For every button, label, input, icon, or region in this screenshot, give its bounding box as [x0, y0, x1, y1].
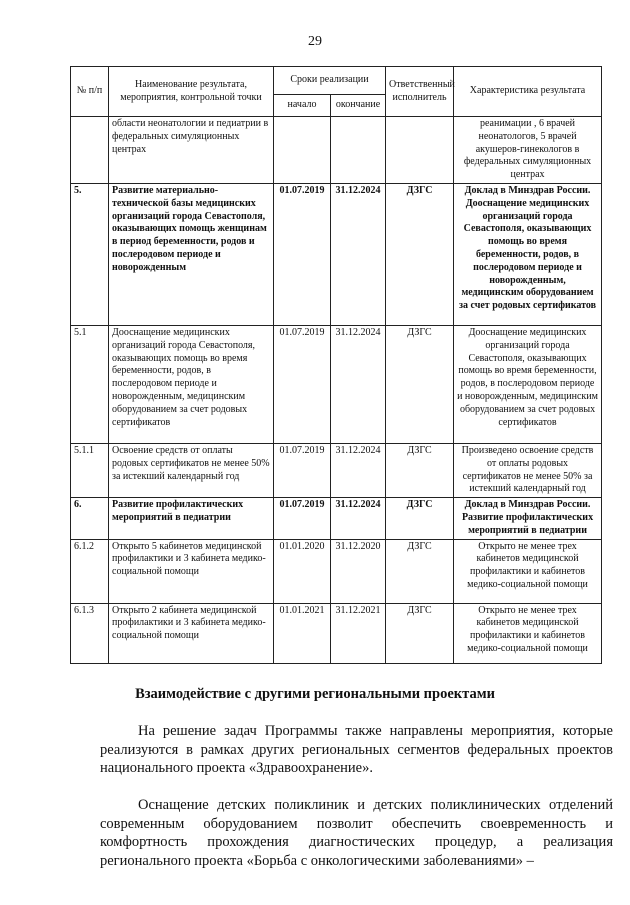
row-result: Открыто не менее трех кабинетов медицинской профилактики и кабинетов медико-социальной помощи — [454, 539, 602, 603]
row-num: 6. — [71, 498, 109, 539]
row-responsible: ДЗГС — [386, 183, 454, 325]
row-result: Доклад в Минздрав России. Развитие профилактических мероприятий в педиатрии — [454, 498, 602, 539]
row-num: 5.1.1 — [71, 443, 109, 497]
row-name: Освоение средств от оплаты родовых сертификатов не менее 50% за истекший календарный год — [109, 443, 274, 497]
row-num: 5.1 — [71, 325, 109, 443]
row-responsible — [386, 117, 454, 184]
table-row — [71, 117, 602, 184]
table-row — [71, 183, 602, 325]
row-end: 31.12.2024 — [331, 325, 386, 443]
table-row — [71, 498, 602, 539]
row-num — [71, 117, 109, 184]
row-responsible: ДЗГС — [386, 443, 454, 497]
row-start — [274, 117, 331, 184]
row-num: 6.1.3 — [71, 603, 109, 663]
row-responsible: ДЗГС — [386, 325, 454, 443]
row-name: Развитие материально-технической базы медицинских организаций города Севастополя, оказывающих помощь женщинам в период беременности, родов и послеродовом периоде и новорожденным — [109, 183, 274, 325]
row-name: Дооснащение медицинских организаций города Севастополя, оказывающих помощь во время беременности, родов, в послеродовом периоде и новорожденным, медицинским оборудованием за счет родовых сертификатов — [109, 325, 274, 443]
row-start: 01.07.2019 — [274, 325, 331, 443]
paragraph: На решение задач Программы также направлены мероприятия, которые реализуются в рамках других региональных сегментов федеральных проектов национального проекта «Здравоохранение». — [100, 723, 613, 776]
row-name: области неонатологии и педиатрии в федеральных симуляционных центрах — [109, 117, 274, 184]
row-start: 01.07.2019 — [274, 183, 331, 325]
row-responsible: ДЗГС — [386, 539, 454, 603]
header-num: № п/п — [71, 67, 109, 117]
row-name: Открыто 2 кабинета медицинской профилактики и 3 кабинета медико-социальной помощи — [109, 603, 274, 663]
row-end: 31.12.2024 — [331, 498, 386, 539]
row-responsible: ДЗГС — [386, 603, 454, 663]
row-start: 01.07.2019 — [274, 498, 331, 539]
row-result: реанимации , 6 врачей неонатологов, 5 врачей акушеров-гинекологов в федеральных симуляционных центрах — [454, 117, 602, 184]
header-result: Характеристика результата — [454, 67, 602, 117]
table-row — [71, 603, 602, 663]
row-start: 01.07.2019 — [274, 443, 331, 497]
table-row — [71, 539, 602, 603]
row-num: 5. — [71, 183, 109, 325]
row-name: Открыто 5 кабинетов медицинской профилактики и 3 кабинета медико-социальной помощи — [109, 539, 274, 603]
row-end — [331, 117, 386, 184]
header-start: начало — [274, 95, 331, 117]
row-result: Открыто не менее трех кабинетов медицинской профилактики и кабинетов медико-социальной помощи — [454, 603, 602, 663]
table-row — [71, 443, 602, 497]
row-end: 31.12.2024 — [331, 183, 386, 325]
header-name: Наименование результата, мероприятия, контрольной точки — [109, 67, 274, 117]
header-end: окончание — [331, 95, 386, 117]
page-number: 29 — [308, 34, 322, 49]
row-num: 6.1.2 — [71, 539, 109, 603]
row-result: Доклад в Минздрав России. Дооснащение медицинских организаций города Севастополя, оказывающих помощь во время беременности, родов, в послеродовом периоде и новорожденным, медицинским оборудованием за счет родовых сертификатов — [454, 183, 602, 325]
header-terms: Сроки реализации — [274, 67, 386, 95]
row-result: Дооснащение медицинских организаций города Севастополя, оказывающих помощь во время беременности, родов, в послеродовом периоде и новорожденным, медицинским оборудованием за счет родовых сертификатов — [454, 325, 602, 443]
header-responsible: Ответственный исполнитель — [386, 67, 454, 117]
row-result: Произведено освоение средств от оплаты родовых сертификатов не менее 50% за истекший календарный год — [454, 443, 602, 497]
section-title: Взаимодействие с другими региональными проектами — [135, 686, 495, 702]
row-end: 31.12.2024 — [331, 443, 386, 497]
activities-table — [70, 66, 602, 664]
row-end: 31.12.2020 — [331, 539, 386, 603]
paragraph: Оснащение детских поликлиник и детских поликлинических отделений современным оборудованием позволит обеспечить своевременность и комфортность прохождения диагностических процедур, а реализация регионального проекта «Борьба с онкологическими заболеваниями» – — [100, 797, 613, 869]
row-end: 31.12.2021 — [331, 603, 386, 663]
row-responsible: ДЗГС — [386, 498, 454, 539]
row-name: Развитие профилактических мероприятий в педиатрии — [109, 498, 274, 539]
row-start: 01.01.2020 — [274, 539, 331, 603]
table-row — [71, 325, 602, 443]
row-start: 01.01.2021 — [274, 603, 331, 663]
